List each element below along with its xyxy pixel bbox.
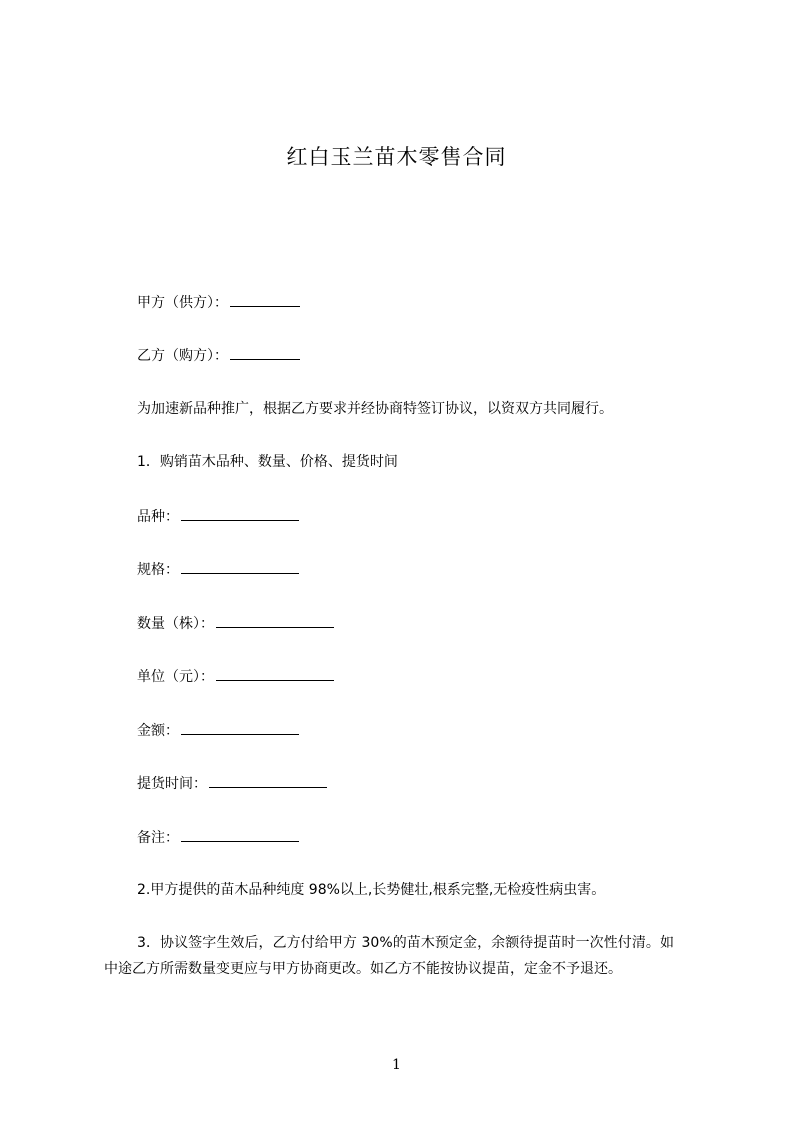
party-b-label: 乙方（购方）： — [137, 348, 228, 364]
field-remarks-blank[interactable] — [181, 827, 299, 842]
field-spec-blank[interactable] — [181, 559, 299, 574]
page-number: 1 — [392, 1057, 401, 1073]
party-a-line — [137, 292, 300, 313]
field-pickup-time-line — [137, 773, 327, 794]
field-amount-label: 金额： — [137, 723, 179, 739]
field-variety-blank[interactable] — [181, 506, 299, 521]
field-remarks-line — [137, 827, 299, 848]
party-a-label: 甲方（供方）： — [137, 295, 228, 311]
party-b-blank[interactable] — [230, 345, 300, 360]
field-quantity-line — [137, 613, 334, 634]
document-title: 红白玉兰苗木零售合同 — [286, 145, 507, 169]
field-amount-blank[interactable] — [181, 720, 299, 735]
intro-text: 为加速新品种推广，根据乙方要求并经协商特签订协议，以资双方共同履行。 — [137, 401, 613, 417]
field-pickup-time-blank[interactable] — [209, 773, 327, 788]
field-quantity-label: 数量（株）： — [137, 616, 214, 632]
field-pickup-time-label: 提货时间： — [137, 776, 207, 792]
field-unit-price-blank[interactable] — [216, 666, 334, 681]
party-a-blank[interactable] — [230, 292, 300, 307]
field-spec-line — [137, 559, 299, 580]
field-amount-line — [137, 720, 299, 741]
section1-heading: 1．购销苗木品种、数量、价格、提货时间 — [137, 454, 398, 470]
field-unit-price-label: 单位（元）： — [137, 669, 214, 685]
party-b-line — [137, 345, 300, 366]
field-variety-line — [137, 506, 299, 527]
field-quantity-blank[interactable] — [216, 613, 334, 628]
field-spec-label: 规格： — [137, 562, 179, 578]
section2-text: 2.甲方提供的苗木品种纯度 98%以上,长势健壮,根系完整,无检疫性病虫害。 — [137, 882, 606, 898]
section3-paragraph: 3．协议签字生效后，乙方付给甲方 30%的苗木预定金，余额待提苗时一次性付清。如中途乙方所需数量变更应与甲方协商更改。如乙方不能按协议提苗，定金不予退还。 — [104, 935, 674, 977]
field-unit-price-line — [137, 666, 334, 687]
field-variety-label: 品种： — [137, 509, 179, 525]
field-remarks-label: 备注： — [137, 830, 179, 846]
